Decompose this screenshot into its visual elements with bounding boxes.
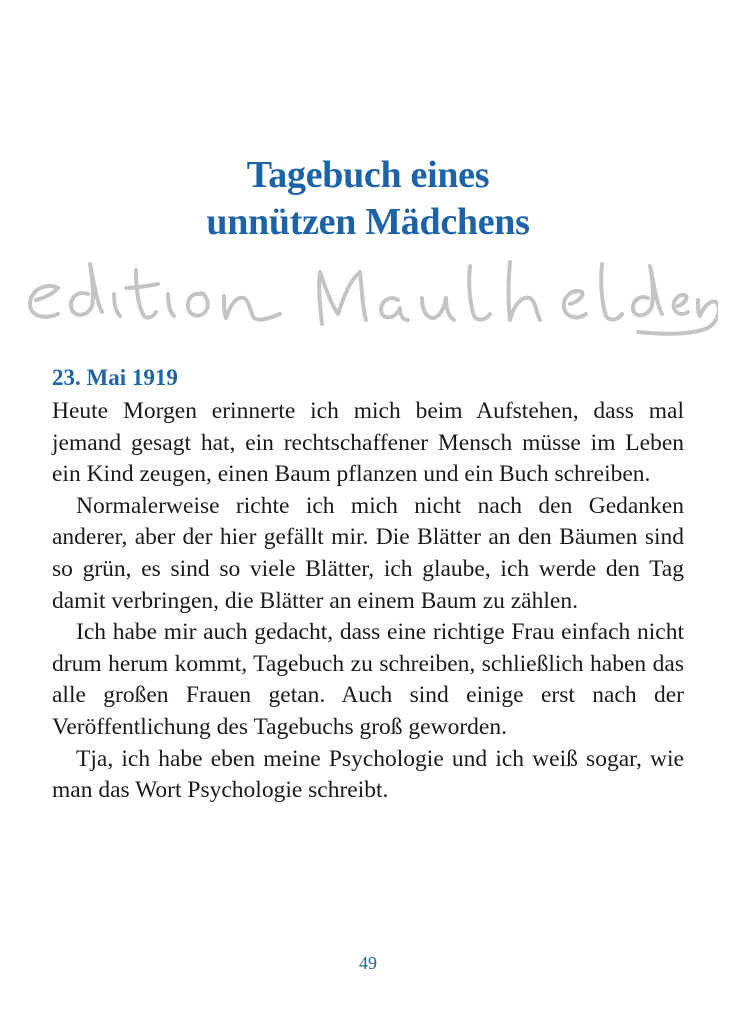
entry-date-heading: 23. Mai 1919	[52, 365, 178, 390]
entry-paragraph: Normalerweise richte ich mich nicht nach den Gedanken anderer, aber der hier gefällt mir. Die Blätter an den Bäumen sind so grün, es sind so viele Blätter, ich glaube, ich werde den Tag damit verbringen, die Blätter an einem Baum zu zählen.	[52, 492, 684, 614]
entry-paragraph: Tja, ich habe eben meine Psychologie und ich weiß sogar, wie man das Wort Psychologie schreibt.	[52, 745, 684, 804]
chapter-title-line-2: unnützen Mädchens	[206, 201, 530, 243]
chapter-title-line-1: Tagebuch eines	[246, 154, 490, 196]
entry-body	[52, 396, 684, 807]
chapter-title	[0, 152, 736, 246]
publisher-signature-watermark	[18, 248, 718, 348]
entry-paragraph: Ich habe mir auch gedacht, dass eine richtige Frau einfach nicht drum herum kommt, Tagebuch zu schreiben, schließlich haben das alle großen Frauen getan. Auch sind einige erst nach der Veröffentlichung des Tagebuchs groß geworden.	[52, 619, 684, 740]
page-number: 49	[359, 953, 377, 973]
entry-paragraph: Heute Morgen erinnerte ich mich beim Aufstehen, dass mal jemand gesagt hat, ein rechtschaffener Mensch müsse im Leben ein Kind zeugen, einen Baum pflanzen und ein Buch schreiben.	[52, 398, 684, 488]
